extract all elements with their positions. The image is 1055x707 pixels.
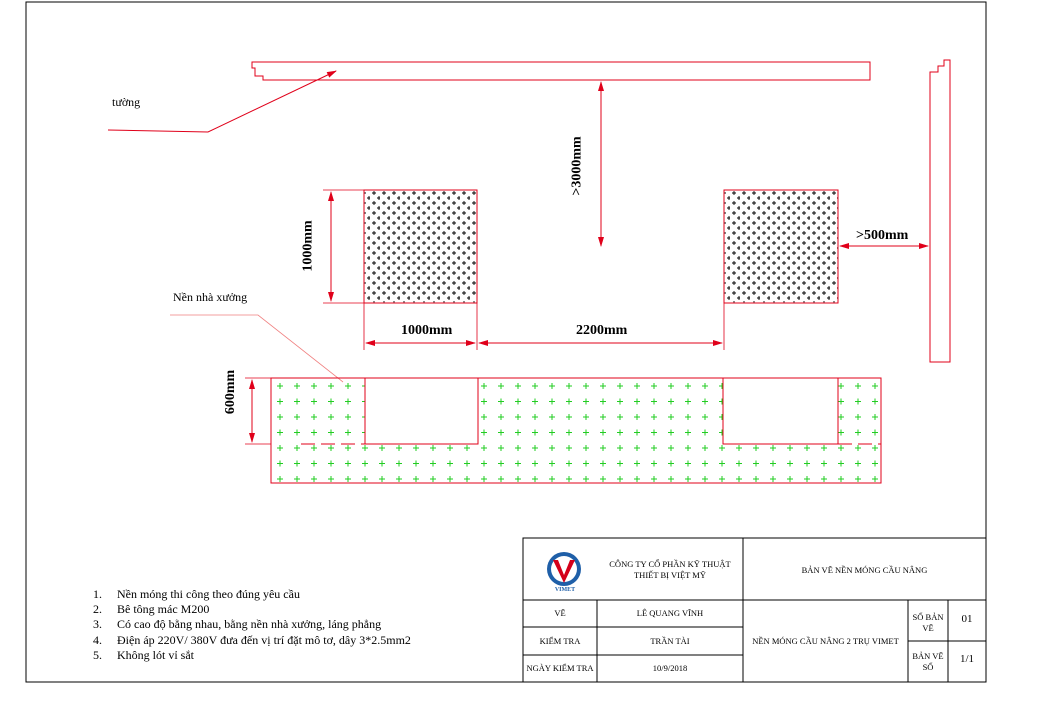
page-border [26,2,986,682]
note-item: 4. Điện áp 220V/ 380V đưa đến vị trí đặt mô tơ, dây 3*2.5mm2 [93,632,411,647]
sheet-count-label: BẢN VẼ SỐ [912,651,944,672]
check-date-label: NGÀY KIỂM TRA [526,663,594,673]
section-view [271,378,881,483]
gap-label: 2200mm [576,323,628,338]
wall-label: tường [112,95,141,109]
note-item: 1. Nền móng thi công theo đúng yêu cầu [93,587,300,601]
drawn-label: VẼ [554,608,566,618]
pad-width-label: 1000mm [401,323,453,338]
note-item: 3. Có cao độ bằng nhau, bằng nền nhà xưởng, láng phẳng [93,617,382,632]
right-pad [724,190,838,303]
side-distance-label: >500mm [856,228,909,243]
sheet-no: 01 [961,613,973,625]
logo-text: VIMET [554,587,576,593]
drawing-title: BẢN VẼ NỀN MÓNG CẦU NÂNG [801,565,928,575]
floor-leader [170,315,343,382]
depth-dim [245,378,271,444]
drawing-subtitle: NỀN MÓNG CẦU NÂNG 2 TRỤ VIMET [752,636,899,646]
wall-distance-label: >3000mm [569,136,585,196]
note-item: 5. Không lót vỉ sắt [93,647,194,662]
notes-list [93,587,411,663]
checked-by: TRẦN TÀI [650,636,690,646]
pad-height-dim [323,190,364,303]
checked-label: KIỂM TRA [539,636,581,646]
depth-label: 600mm [223,369,239,415]
sheet-count: 1/1 [959,653,975,665]
floor-label: Nền nhà xưởng [173,290,248,304]
vimet-logo [547,552,581,586]
sheet-no-label: SỐ BẢN VẼ [912,612,944,633]
check-date: 10/9/2018 [652,663,688,673]
company-name: CÔNG TY CỔ PHẦN KỸ THUẬT THIẾT BỊ VIỆT MỸ [609,559,731,580]
drawn-by: LÊ QUANG VĨNH [636,608,704,618]
left-pad [364,190,477,303]
top-wall [252,62,870,80]
note-item: 2. Bê tông mác M200 [93,602,210,617]
side-wall [930,60,950,362]
pad-height-label: 1000mm [300,220,316,272]
